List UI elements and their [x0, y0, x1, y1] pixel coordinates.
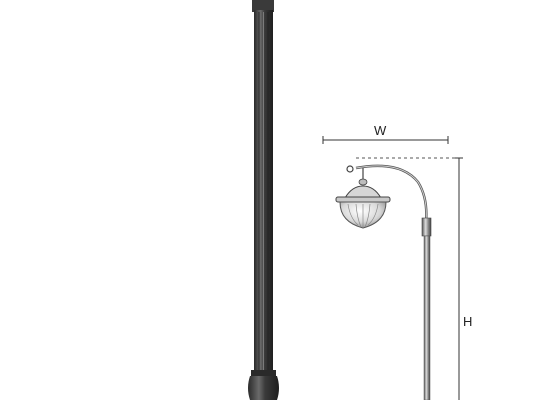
width-label: W [374, 123, 387, 138]
small-lamp-post [336, 166, 431, 400]
large-pole [248, 0, 279, 400]
lamp-arm-finial [347, 166, 353, 172]
lamp-post-shaft [424, 236, 430, 400]
height-label: H [463, 314, 473, 329]
lamp-post-collar [422, 218, 431, 236]
lantern-cap [345, 186, 381, 198]
height-dimension [455, 158, 463, 400]
lantern-rim [336, 197, 390, 202]
lantern-knob [359, 179, 367, 185]
large-pole-base [248, 376, 279, 400]
large-pole-collar [251, 370, 276, 376]
